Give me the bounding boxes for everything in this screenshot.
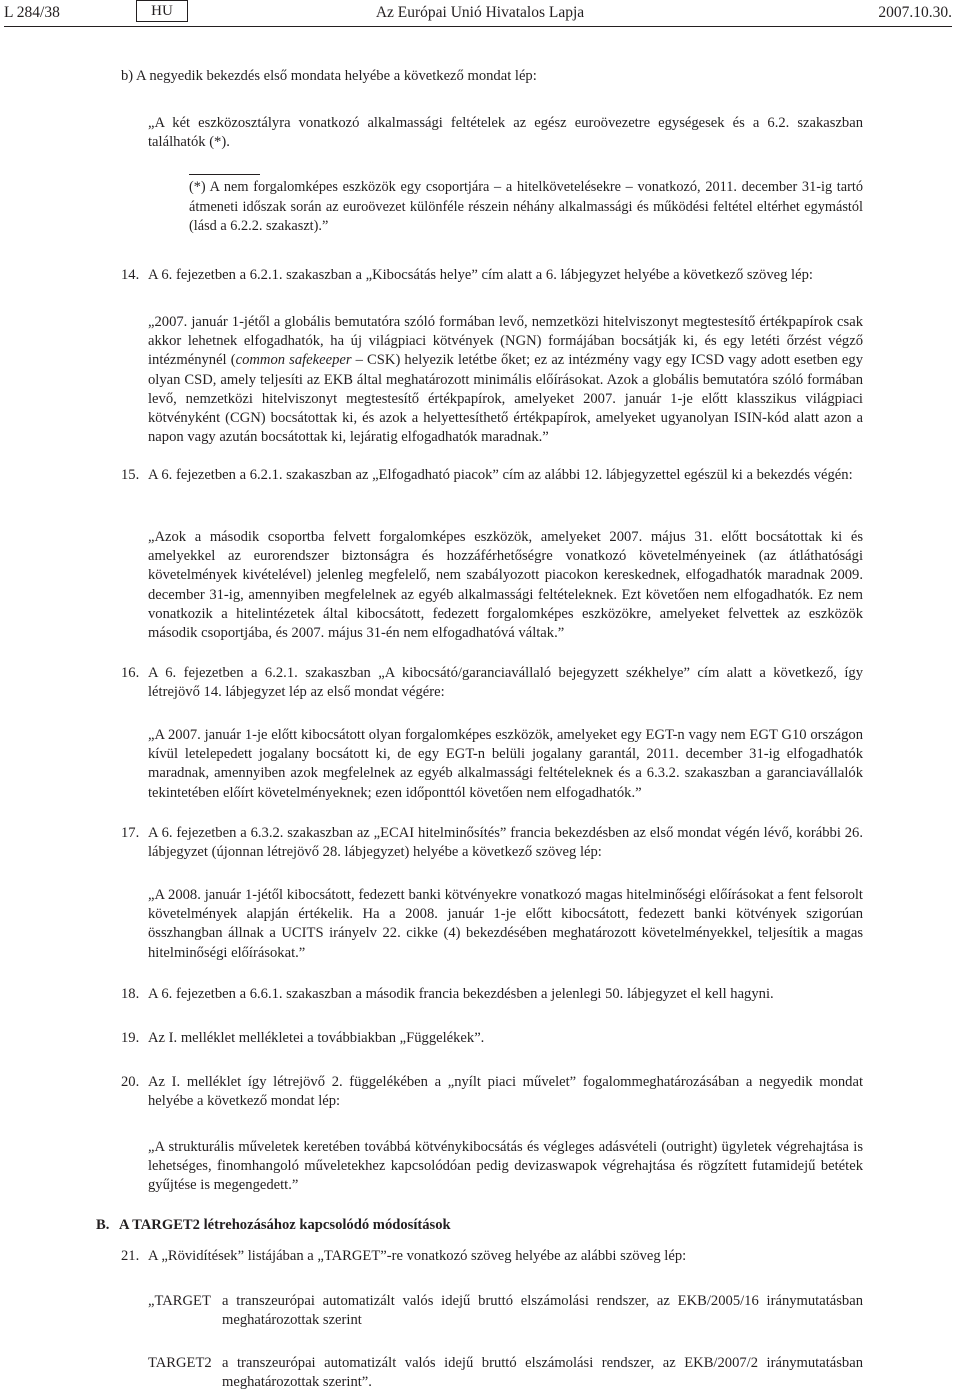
list-item-16 bbox=[121, 664, 863, 702]
item-number: 15. bbox=[121, 467, 140, 483]
quote-italic-term: common safekeeper bbox=[235, 352, 352, 369]
section-b-heading bbox=[96, 1216, 863, 1235]
definition-text: a transzeurópai automatizált valós idejű bruttó elszámolási rendszer, az EKB/2005/16 iránymutatásban meghatározottak szerint bbox=[222, 1293, 863, 1329]
item-number: 16. bbox=[121, 665, 140, 681]
item-20-quote: „A strukturális műveletek keretében továbbá kötvénykibocsátás és végleges adásvételi (outright) ügyletek végrehajtása is lehetséges, finomhangoló műveletekhez kapcsolódóan pedig devizaswapok végrehajtása és rögzített futamidejű betétek gyűjtése is megengedett.” bbox=[148, 1139, 863, 1194]
list-item-15 bbox=[121, 466, 863, 485]
list-item-17 bbox=[121, 824, 863, 862]
item-16-quote: „A 2007. január 1-je előtt kibocsátott olyan forgalomképes eszközök, amelyeket egy EGT-n vagy nem EGT G10 országon kívül letelepedett jogalany bocsátott ki, de egy EGT-n belüli jogalany garantál, 2011. december 31-ig elfogadhatók maradnak, amennyiben azok megfelelnek az egyéb alkalmassági feltételeknek és a 6.3.2. szakaszban a garanciavállalók tekintetében előírt követelményeknek; ezen időponttól követően nem elfogadhatók.” bbox=[148, 727, 863, 801]
section-title: A TARGET2 létrehozásához kapcsolódó módosítások bbox=[119, 1217, 451, 1233]
list-item-20 bbox=[121, 1073, 863, 1111]
page-reference: L 284/38 bbox=[4, 4, 60, 21]
journal-title: Az Európai Unió Hivatalos Lapja bbox=[375, 4, 585, 21]
page-header bbox=[0, 4, 960, 24]
header-divider bbox=[4, 26, 952, 27]
item-intro: A 6. fejezetben a 6.6.1. szakaszban a második francia bekezdésben a jelenlegi 50. lábjegyzet el kell hagyni. bbox=[148, 986, 774, 1002]
item-intro: Az I. melléklet mellékletei a továbbiakban „Függelékek”. bbox=[148, 1030, 485, 1046]
publication-date: 2007.10.30. bbox=[878, 4, 952, 21]
list-item-21 bbox=[121, 1247, 863, 1266]
item-b-intro: b) A negyedik bekezdés első mondata helyébe a következő mondat lép: bbox=[121, 68, 537, 84]
footnote-text: A nem forgalomképes eszközök egy csoportjára – a hitelkövetelésekre – vonatkozó, 2011. december 31-ig tartó átmeneti időszak során az euroövezet különféle részein néhány alkalmassági és működési feltétel eltérhet egymástól (lásd a 6.2.2. szakaszt).” bbox=[189, 179, 863, 235]
item-intro: A 6. fejezetben a 6.2.1. szakaszban a „Kibocsátás helye” cím alatt a 6. lábjegyzet helyébe a következő szöveg lép: bbox=[148, 267, 813, 283]
item-intro: Az I. melléklet így létrejövő 2. függelékében a „nyílt piaci művelet” fogalommeghatározásában a negyedik mondat helyébe a következő mondat lép: bbox=[148, 1074, 863, 1110]
item-number: 19. bbox=[121, 1030, 140, 1046]
list-item-14 bbox=[121, 266, 863, 285]
definition-text: a transzeurópai automatizált valós idejű bruttó elszámolási rendszer, az EKB/2007/2 iránymutatásban meghatározottak szerint”. bbox=[222, 1355, 863, 1391]
item-intro: A 6. fejezetben a 6.2.1. szakaszban az „Elfogadható piacok” cím az alábbi 12. lábjegyzettel egészül ki a bekezdés végén: bbox=[148, 467, 853, 483]
item-17-quote: „A 2008. január 1-jétől kibocsátott, fedezett banki kötvényekre vonatkozó magas hitelminőségi előírásokat a fent felsorolt követelmények alapján értékelik. Ha a 2008. január 1-je előtt kibocsátott, fedezett banki kötvények szigorúan összhangban állnak a UCITS irányelv 22. cikke (4) bekezdésében meghatározott követelményekkel, teljesítik a magas hitelminőségi előírásokat.” bbox=[148, 887, 863, 961]
item-intro: A „Rövidítések” listájában a „TARGET”-re vonatkozó szöveg helyébe az alábbi szöveg lép: bbox=[148, 1248, 687, 1264]
item-number: 20. bbox=[121, 1074, 140, 1090]
language-code-box: HU bbox=[136, 0, 188, 22]
quote-text: „2007. január 1-jétől a globális bemutatóra szóló formában levő, nemzetközi hitelviszonyt megtestesítő értékpapírok csak akkor lehetnek elfogadhatók, ha új világpiaci kötvények (NGN) formájában bocsátják ki, és egy letéti őrzést végző intézménynél ( bbox=[148, 314, 863, 369]
item-number: 14. bbox=[121, 267, 140, 283]
item-number: 17. bbox=[121, 825, 140, 841]
footnote-divider bbox=[189, 174, 260, 175]
list-item-18 bbox=[121, 985, 863, 1004]
section-letter: B. bbox=[96, 1217, 110, 1233]
item-14-quote bbox=[148, 313, 863, 447]
item-b-quote: „A két eszközosztályra vonatkozó alkalmassági feltételek az egész euroövezetre egységesek és a 6.2. szakaszban találhatók (*). bbox=[148, 115, 863, 151]
item-15-quote: „Azok a második csoportba felvett forgalomképes eszközök, amelyeket 2007. május 31. előtt bocsátottak ki és amelyekkel az eurorendszer biztonságra és hozzáférhetőségre vonatkozó követelményeinek (az átláthatósági követelmények kivételével) jelenleg megfelelő, nem szabályozott piacokon kereskednek, elfogadhatók maradnak 2009. december 31-ig, amennyiben megfelelnek az egyéb alkalmassági feltételeknek. Ezt követően nem elfogadhatók. Ez nem vonatkozik a hitelintézetek által kibocsátott, fedezett forgalomképes eszközökre, amelyeket felvettek az eszközök második csoportjába, és 2007. május 31-én nem elfogadhatóvá váltak.” bbox=[148, 529, 863, 642]
definition-term: TARGET2 bbox=[148, 1355, 212, 1371]
definition-term: „TARGET bbox=[148, 1293, 211, 1309]
item-intro: A 6. fejezetben a 6.2.1. szakaszban „A kibocsátó/garanciavállaló bejegyzett székhelye” cím alatt a következő, így létrejövő 14. lábjegyzet lép az első mondat végére: bbox=[148, 665, 863, 701]
footnote-mark: (*) bbox=[189, 179, 206, 195]
item-number: 21. bbox=[121, 1248, 140, 1264]
item-number: 18. bbox=[121, 986, 140, 1002]
item-intro: A 6. fejezetben a 6.3.2. szakaszban az „ECAI hitelminősítés” francia bekezdésben az első mondat végén lévő, korábbi 26. lábjegyzet (újonnan létrejövő 28. lábjegyzet) helyébe a következő szöveg lép: bbox=[148, 825, 863, 861]
quote-text: – CSK) helyezik letétbe őket; ez az intézmény vagy egy ICSD vagy adott esetben egy olyan CSD, amely teljesíti az EKB által meghatározott minimális előírásokat. Azok a globális bemutatóra szóló formában levő, nemzetközi hitelviszonyt megtestesítő értékpapírok, amelyeket 2007. január 1-je előtt klasszikus világpiaci kötvényként (CGN) bocsátottak ki, és azok a helyettesíthető értékpapírok, amelyeket ugyanolyan ISIN-kód alatt azon a napon vagy azután bocsátottak ki, lejáratig elfogadhatók maradnak.” bbox=[148, 352, 863, 446]
footnote bbox=[189, 178, 863, 237]
list-item-19 bbox=[121, 1029, 863, 1048]
